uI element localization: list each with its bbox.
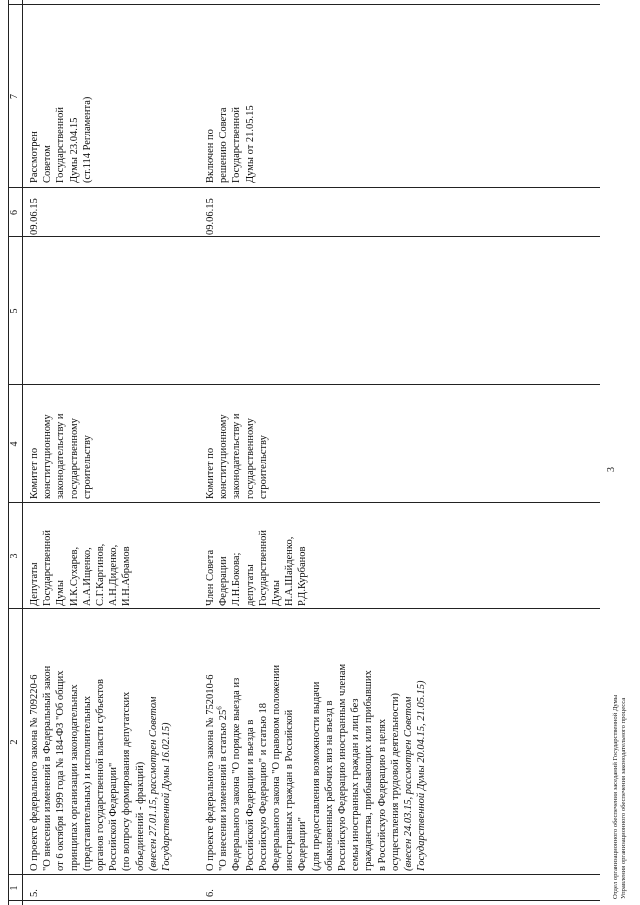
header-col-5: 5: [9, 308, 20, 314]
column-divider: [8, 384, 600, 385]
column-divider: [8, 608, 600, 609]
bill-note: (внесен 27.01.15, рассмотрен Советом: [147, 696, 159, 871]
bill-title: О проекте федерального закона № 709220-6 "О внесении изменений в Федеральный закон от 6 октября 1999 года № 184-ФЗ "Об общих принципах организации законодательных (представительных) и исполнительных органов государственной власти субъектов Российской Федерации" (по вопросу формирования депутатских объединений - фракций) (внесен 27.01.15, рассмотрен Советом Государственной Думы 16.02.15): [29, 665, 173, 871]
consideration-date: 09.06.15: [29, 198, 40, 235]
consideration-date: 09.06.15: [205, 198, 216, 235]
column-divider: [8, 874, 600, 875]
header-col-2: 2: [9, 739, 20, 745]
column-divider: [8, 502, 600, 503]
bill-note: Государственной Думы 16.02.15): [161, 722, 173, 871]
row-number: 6.: [205, 889, 216, 897]
page-number: 3: [606, 467, 617, 472]
header-bottom-line: [22, 0, 23, 905]
bill-title: О проекте федерального закона № 752010-6 "О внесении изменений в статью $25^6$ Федерального закона "О порядке выезда из Российской Федерации и въезда в Российскую Федерацию" и статью 18 Федерального закона "О правовом положении иностранных граждан в Российской Федерации" (для предоставления возможности выдачи обыкновенных рабочих виз на въезд в Российскую Федерацию иностранным членам семьи иностранных граждан и лиц без гражданства, прибывающих или прибывших в Российскую Федерацию в целях осуществления трудовой деятельности) (внесен 24.03.15, рассмотрен Советом Государственной Думы 20.04.15, 21.05.15): [205, 663, 428, 871]
bill-authors: Член Совета Федерации Л.Н.Бокова; депутаты Государственной Думы Н.А.Шайденко, Р.Д.Курбанов: [205, 530, 309, 606]
agenda-table: [8, 0, 600, 905]
bill-note: Государственной Думы 20.04.15, 21.05.15): [416, 680, 428, 871]
header-col-1: 1: [9, 885, 20, 891]
header-col-6: 6: [9, 210, 20, 215]
bill-status: Рассмотрен Советом Государственной Думы 23.04.15 (ст.114 Регламента): [29, 96, 93, 183]
row-number: 5.: [29, 889, 40, 897]
footer-department: Отдел организационного обеспечения заседаний Государственной Думы Управления организационного обеспечения законодательного процесса: [612, 694, 627, 899]
column-divider: [8, 236, 600, 237]
bill-note: (внесен 24.03.15, рассмотрен Советом: [403, 696, 415, 871]
header-col-4: 4: [9, 441, 20, 447]
bill-authors: Депутаты Государственной Думы И.К.Сухарев, А.А.Ищенко, С.Г.Каргинов, А.Н.Диденко, И.Н.Абрамов: [29, 530, 133, 606]
table-border-left: [8, 900, 600, 901]
responsible-committee: Комитет по конституционному законодательству и государственному строительству: [205, 413, 269, 499]
responsible-committee: Комитет по конституционному законодательству и государственному строительству: [29, 413, 93, 499]
table-border-right: [8, 4, 600, 5]
column-divider: [8, 187, 600, 188]
bill-status: Включен по решению Совета Государственной Думы от 21.05.15: [205, 105, 256, 183]
header-col-3: 3: [9, 553, 20, 559]
header-col-7: 7: [9, 94, 20, 99]
